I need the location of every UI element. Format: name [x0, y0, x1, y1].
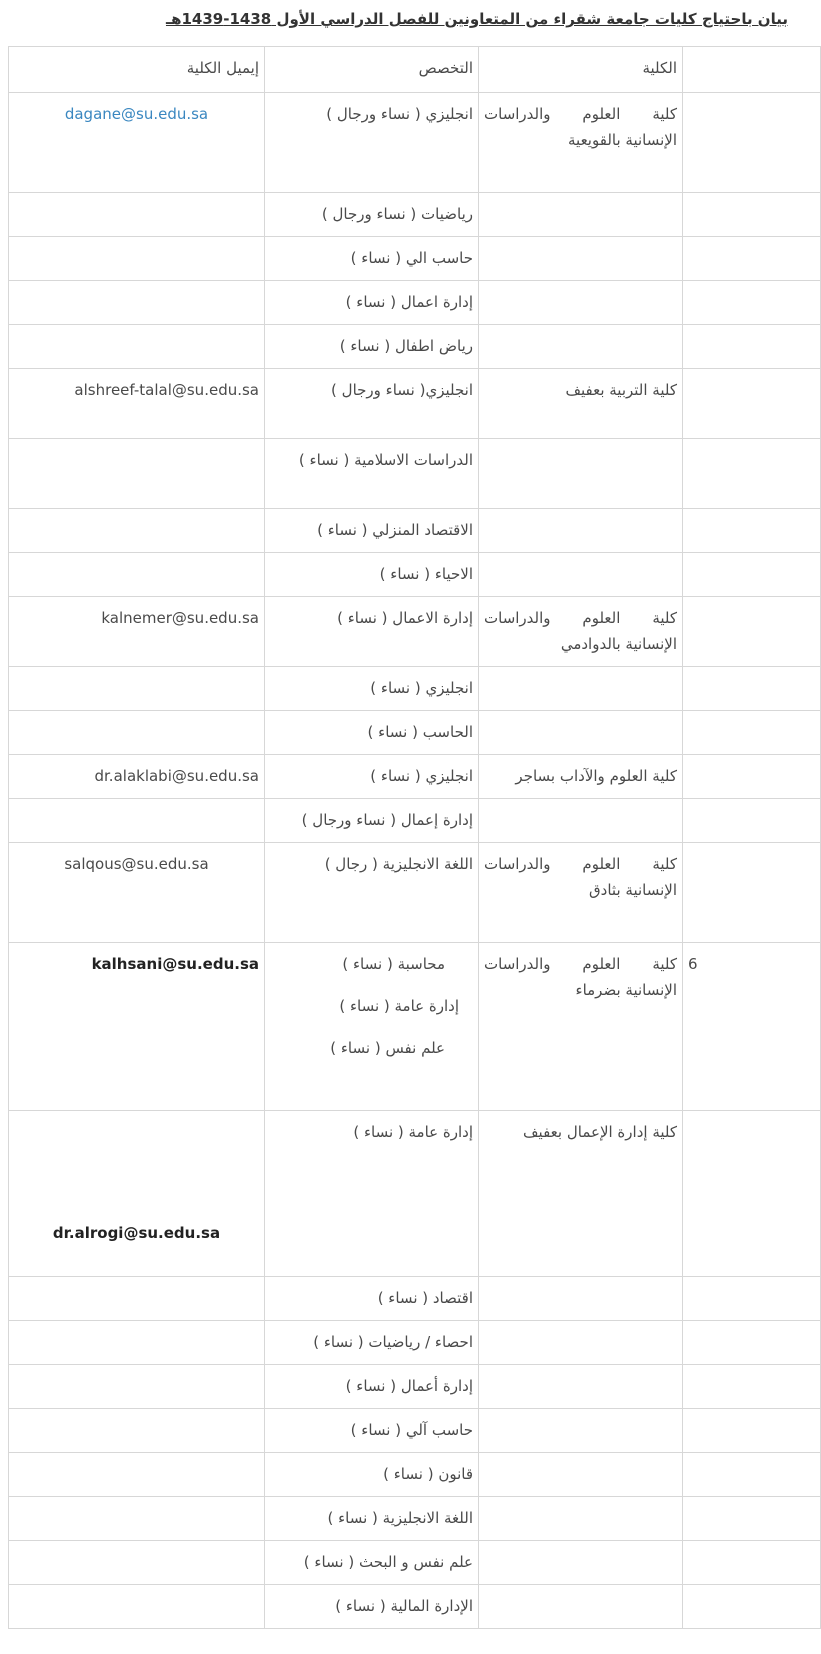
specialization: علم نفس و البحث ( نساء ) [265, 1541, 479, 1585]
specialization: إدارة أعمال ( نساء ) [265, 1365, 479, 1409]
specialization: اللغة الانجليزية ( نساء ) [265, 1497, 479, 1541]
table-row [9, 193, 821, 237]
row-num [683, 509, 821, 553]
college-name [479, 237, 683, 281]
specialization-item: إدارة عامة ( نساء ) [339, 997, 459, 1015]
college-name: كلية العلوم والدراسات الإنسانية بالقويعية [479, 93, 683, 193]
college-name [479, 281, 683, 325]
college-email [9, 1541, 265, 1585]
college-name [479, 553, 683, 597]
row-num [683, 93, 821, 193]
college-name: كلية العلوم والدراسات الإنسانية بثادق [479, 843, 683, 943]
college-name: كلية العلوم والدراسات الإنسانية بالدوادمي [479, 597, 683, 667]
college-name [479, 799, 683, 843]
college-email [9, 509, 265, 553]
table-row [9, 597, 821, 667]
specialization-item: علم نفس ( نساء ) [330, 1039, 445, 1057]
table-row [9, 93, 821, 193]
row-num: 6 [683, 943, 821, 1111]
specialization: اقتصاد ( نساء ) [265, 1277, 479, 1321]
header-num [683, 47, 821, 93]
specialization: انجليزي ( نساء ) [265, 667, 479, 711]
specialization: احصاء / رياضيات ( نساء ) [265, 1321, 479, 1365]
college-email: dr.alrogi@su.edu.sa [52, 1224, 221, 1242]
college-email: kalhsani@su.edu.sa [91, 955, 259, 973]
header-college: الكلية [479, 47, 683, 93]
college-name [479, 1365, 683, 1409]
email-cell [9, 943, 265, 1111]
table-row [9, 711, 821, 755]
row-num [683, 1321, 821, 1365]
row-num [683, 553, 821, 597]
specialization: إدارة الاعمال ( نساء ) [265, 597, 479, 667]
email-cell [9, 1111, 265, 1277]
college-name [479, 325, 683, 369]
college-email [9, 1585, 265, 1629]
row-num [683, 1365, 821, 1409]
table-row [9, 325, 821, 369]
table-row [9, 843, 821, 943]
row-num [683, 755, 821, 799]
table-row [9, 1321, 821, 1365]
email-cell [9, 93, 265, 193]
college-email [9, 1365, 265, 1409]
college-name [479, 439, 683, 509]
college-name [479, 1409, 683, 1453]
specialization: اللغة الانجليزية ( رجال ) [265, 843, 479, 943]
specialization: إدارة اعمال ( نساء ) [265, 281, 479, 325]
row-num [683, 1409, 821, 1453]
row-num [683, 281, 821, 325]
college-email: alshreef-talal@su.edu.sa [9, 369, 265, 439]
row-num [683, 667, 821, 711]
specialization: رياضيات ( نساء ورجال ) [265, 193, 479, 237]
document-title: بيان باحتياج كليات جامعة شقراء من المتعاونين للفصل الدراسي الأول 1438-1439هـ [165, 10, 788, 28]
college-email: salqous@su.edu.sa [9, 843, 265, 943]
college-name [479, 1585, 683, 1629]
row-num [683, 1585, 821, 1629]
table-row [9, 667, 821, 711]
college-email [9, 1277, 265, 1321]
row-num [683, 325, 821, 369]
specialization: قانون ( نساء ) [265, 1453, 479, 1497]
table-row [9, 1409, 821, 1453]
college-email [9, 281, 265, 325]
table-row [9, 439, 821, 509]
row-num [683, 597, 821, 667]
college-name [479, 1321, 683, 1365]
college-name [479, 1497, 683, 1541]
specialization: انجليزي ( نساء ) [265, 755, 479, 799]
specialization: الإدارة المالية ( نساء ) [265, 1585, 479, 1629]
table-row [9, 755, 821, 799]
college-name: كلية العلوم والآداب بساجر [479, 755, 683, 799]
row-num [683, 1111, 821, 1277]
college-email [9, 325, 265, 369]
header-specialization: التخصص [265, 47, 479, 93]
colleges-table [8, 46, 821, 1629]
college-email-link[interactable]: dagane@su.edu.sa [64, 105, 209, 123]
table-row [9, 509, 821, 553]
header-row [9, 47, 821, 93]
college-email [9, 1497, 265, 1541]
row-num [683, 711, 821, 755]
specialization-item: محاسبة ( نساء ) [342, 955, 445, 973]
table-row [9, 553, 821, 597]
row-num [683, 439, 821, 509]
table-row [9, 799, 821, 843]
specialization-list [265, 943, 479, 1111]
specialization: حاسب الي ( نساء ) [265, 237, 479, 281]
specialization: الدراسات الاسلامية ( نساء ) [265, 439, 479, 509]
row-num [683, 237, 821, 281]
college-email [9, 439, 265, 509]
table-row [9, 1541, 821, 1585]
college-email: kalnemer@su.edu.sa [9, 597, 265, 667]
row-num [683, 799, 821, 843]
row-num [683, 193, 821, 237]
specialization: حاسب آلي ( نساء ) [265, 1409, 479, 1453]
row-num [683, 1541, 821, 1585]
college-email [9, 237, 265, 281]
specialization: الاحياء ( نساء ) [265, 553, 479, 597]
college-name [479, 711, 683, 755]
header-email: إيميل الكلية [9, 47, 265, 93]
specialization: الحاسب ( نساء ) [265, 711, 479, 755]
specialization: إدارة إعمال ( نساء ورجال ) [265, 799, 479, 843]
college-name [479, 667, 683, 711]
specialization: انجليزي ( نساء ورجال ) [265, 93, 479, 193]
table-row [9, 1277, 821, 1321]
row-num [683, 1453, 821, 1497]
college-name [479, 509, 683, 553]
college-email [9, 1409, 265, 1453]
college-email [9, 1453, 265, 1497]
college-email [9, 799, 265, 843]
college-name [479, 193, 683, 237]
row-num [683, 369, 821, 439]
row-num [683, 1277, 821, 1321]
college-email [9, 193, 265, 237]
college-email [9, 553, 265, 597]
college-name [479, 1277, 683, 1321]
college-name: كلية التربية بعفيف [479, 369, 683, 439]
row-num [683, 843, 821, 943]
college-name [479, 1453, 683, 1497]
college-name: كلية العلوم والدراسات الإنسانية بضرماء [479, 943, 683, 1111]
college-name [479, 1541, 683, 1585]
college-email [9, 1321, 265, 1365]
table-row [9, 1453, 821, 1497]
college-email: dr.alaklabi@su.edu.sa [9, 755, 265, 799]
college-name: كلية إدارة الإعمال بعفيف [479, 1111, 683, 1277]
table-row [9, 1497, 821, 1541]
row-num [683, 1497, 821, 1541]
table-row [9, 237, 821, 281]
table-row [9, 1585, 821, 1629]
specialization: انجليزي( نساء ورجال ) [265, 369, 479, 439]
college-email [9, 711, 265, 755]
specialization: إدارة عامة ( نساء ) [265, 1111, 479, 1277]
table-row [9, 281, 821, 325]
college-email [9, 667, 265, 711]
table-row [9, 369, 821, 439]
specialization: رياض اطفال ( نساء ) [265, 325, 479, 369]
table-row [9, 1365, 821, 1409]
table-row [9, 1111, 821, 1277]
specialization: الاقتصاد المنزلي ( نساء ) [265, 509, 479, 553]
table-row [9, 943, 821, 1111]
